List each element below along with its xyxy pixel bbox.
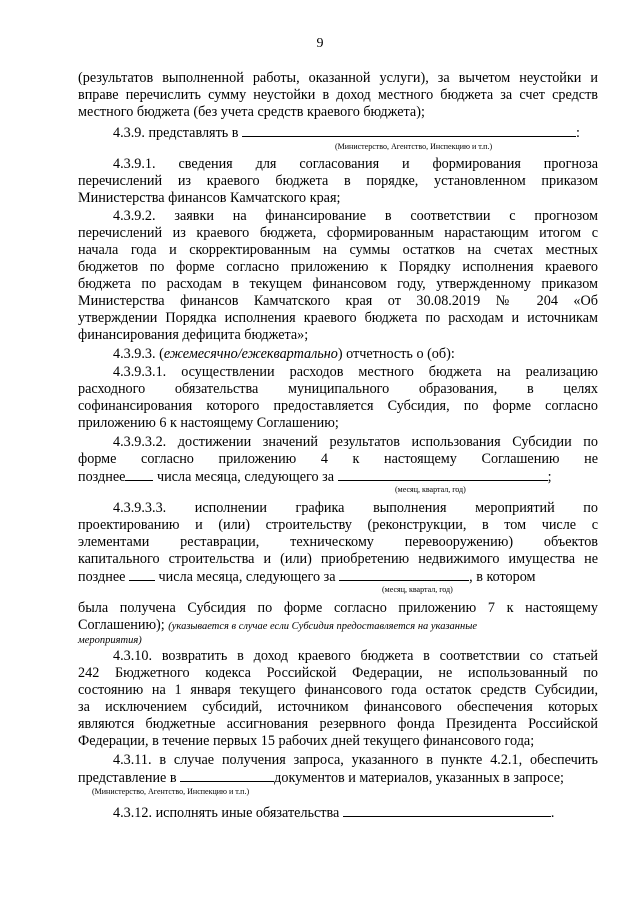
caption-period: (месяц, квартал, год) [395, 485, 466, 494]
page-number: 9 [316, 36, 324, 51]
text-fragment: 4.3.9.3. ( [113, 346, 164, 362]
text-line: проектированию и (или) строительству (реконструкции, в том числе с [78, 517, 598, 533]
clause-4-3-9 [113, 124, 598, 141]
text-line: 4.3.9.2. заявки на финансирование в соответствии с прогнозом [113, 208, 598, 224]
blank-fill-line[interactable] [129, 568, 155, 581]
text-fragment: Соглашению); [78, 617, 165, 633]
text-line: элементами реставрации, техническому перевооружению) объектов [78, 534, 598, 550]
text-fragment: позднее [78, 569, 126, 585]
text-line: Министерства финансов Камчатского края от 30.08.2019 № 204 «Об [78, 293, 598, 309]
text-line: приложению 6 к настоящему Соглашению; [78, 415, 339, 431]
text-line: перечислений из краевого бюджета в порядке, установленном приказом [78, 173, 598, 189]
text-line: являются бюджетные ассигнования резервного фонда Президента Российской [78, 716, 598, 732]
text-fragment: 4.3.9. представлять в [113, 125, 239, 141]
text-line: была получена Субсидия по форме согласно приложению 7 к настоящему [78, 600, 598, 616]
submission-line [78, 769, 598, 786]
text-line: бюджета по расходам в текущем финансовом году, утвержденному приказом [78, 276, 598, 292]
deadline-line-1 [78, 468, 598, 485]
text-line: 4.3.9.3.1. осуществлении расходов местного бюджета на реализацию [113, 364, 598, 380]
text-line: Федерации, в течение первых 15 рабочих дней текущего финансового года; [78, 733, 535, 749]
text-fragment: 4.3.12. исполнять иные обязательства [113, 805, 340, 821]
blank-fill-line[interactable] [242, 124, 576, 137]
italic-note: мероприятия) [78, 635, 142, 646]
blank-fill-line[interactable] [343, 804, 551, 817]
clause-4-3-12 [113, 804, 598, 821]
text-line: софинансирования которого предоставляется Субсидия, по форме согласно [78, 398, 598, 414]
caption-ministry: (Министерство, Агентство, Инспекцию и т.п.) [335, 142, 493, 151]
blank-fill-line[interactable] [125, 468, 153, 481]
text-line: 4.3.9.1. сведения для согласования и формирования прогноза [113, 156, 598, 172]
text-line: утверждении Порядка исполнения краевого бюджета по расходам и источникам [78, 310, 598, 326]
text-fragment: ) отчетность о (об): [337, 346, 455, 362]
clause-4-3-9-3 [113, 346, 598, 363]
text-line: бюджетов по форме согласно приложению к Порядку исполнения краевого [78, 259, 598, 275]
text-fragment: числа месяца, следующего за [157, 469, 335, 485]
caption-ministry: (Министерство, Агентство, Инспекцию и т.п.) [92, 787, 250, 796]
text-fragment: , в котором [469, 569, 536, 585]
text-fragment: ; [547, 469, 552, 485]
text-line: форме согласно приложению 4 к настоящему Соглашению не [78, 451, 598, 467]
text-line: 4.3.11. в случае получения запроса, указанного в пункте 4.2.1, обеспечить [113, 752, 598, 768]
italic-note: (указывается в случае если Субсидия предоставляется на указанные [168, 621, 477, 632]
blank-fill-line[interactable] [338, 468, 548, 481]
text-fragment: числа месяца, следующего за [158, 569, 336, 585]
text-line: начала года и скорректированным на суммы остатков на счетах местных [78, 242, 598, 258]
deadline-line-2 [78, 568, 598, 585]
text-line: 4.3.9.3.2. достижении значений результатов использования Субсидии по [113, 434, 598, 450]
italic-fragment: ежемесячно/ежеквартально [163, 346, 338, 362]
caption-period: (месяц, квартал, год) [382, 585, 453, 594]
text-line: состоянию на 1 января текущего финансового года остаток средств Субсидии, [78, 682, 598, 698]
text-fragment: документов и материалов, указанных в запросе; [274, 770, 564, 786]
text-line: капитального строительства и (или) приобретению недвижимого имущества не [78, 551, 598, 567]
text-line: 4.3.10. возвратить в доход краевого бюджета в соответствии со статьей [113, 648, 598, 664]
text-line: за исключением субсидий, источником финансового обеспечения которых [78, 699, 598, 715]
blank-fill-line[interactable] [180, 769, 274, 782]
text-line: Министерства финансов Камчатского края; [78, 190, 341, 206]
text-line: перечислений из краевого бюджета, сформированным нарастающим итогом с [78, 225, 598, 241]
text-line: вправе перечислить сумму неустойки в доход местного бюджета за счет средств [78, 87, 598, 103]
blank-fill-line[interactable] [339, 568, 469, 581]
text-line: финансирования дефицита бюджета»; [78, 327, 309, 343]
text-line: 4.3.9.3.3. исполнении графика выполнения мероприятий по [113, 500, 598, 516]
text-line: местного бюджета (без учета средств краевого бюджета); [78, 104, 425, 120]
text-line: (результатов выполненной работы, оказанной услуги), за вычетом неустойки и [78, 70, 598, 86]
text-fragment: . [550, 805, 555, 821]
text-fragment: : [576, 125, 580, 141]
text-line: 242 Бюджетного кодекса Российской Федерации, не использованный по [78, 665, 598, 681]
text-fragment: позднее [78, 469, 126, 485]
text-line: расходного обязательства муниципального образования, в целях [78, 381, 598, 397]
text-fragment: представление в [78, 770, 177, 786]
